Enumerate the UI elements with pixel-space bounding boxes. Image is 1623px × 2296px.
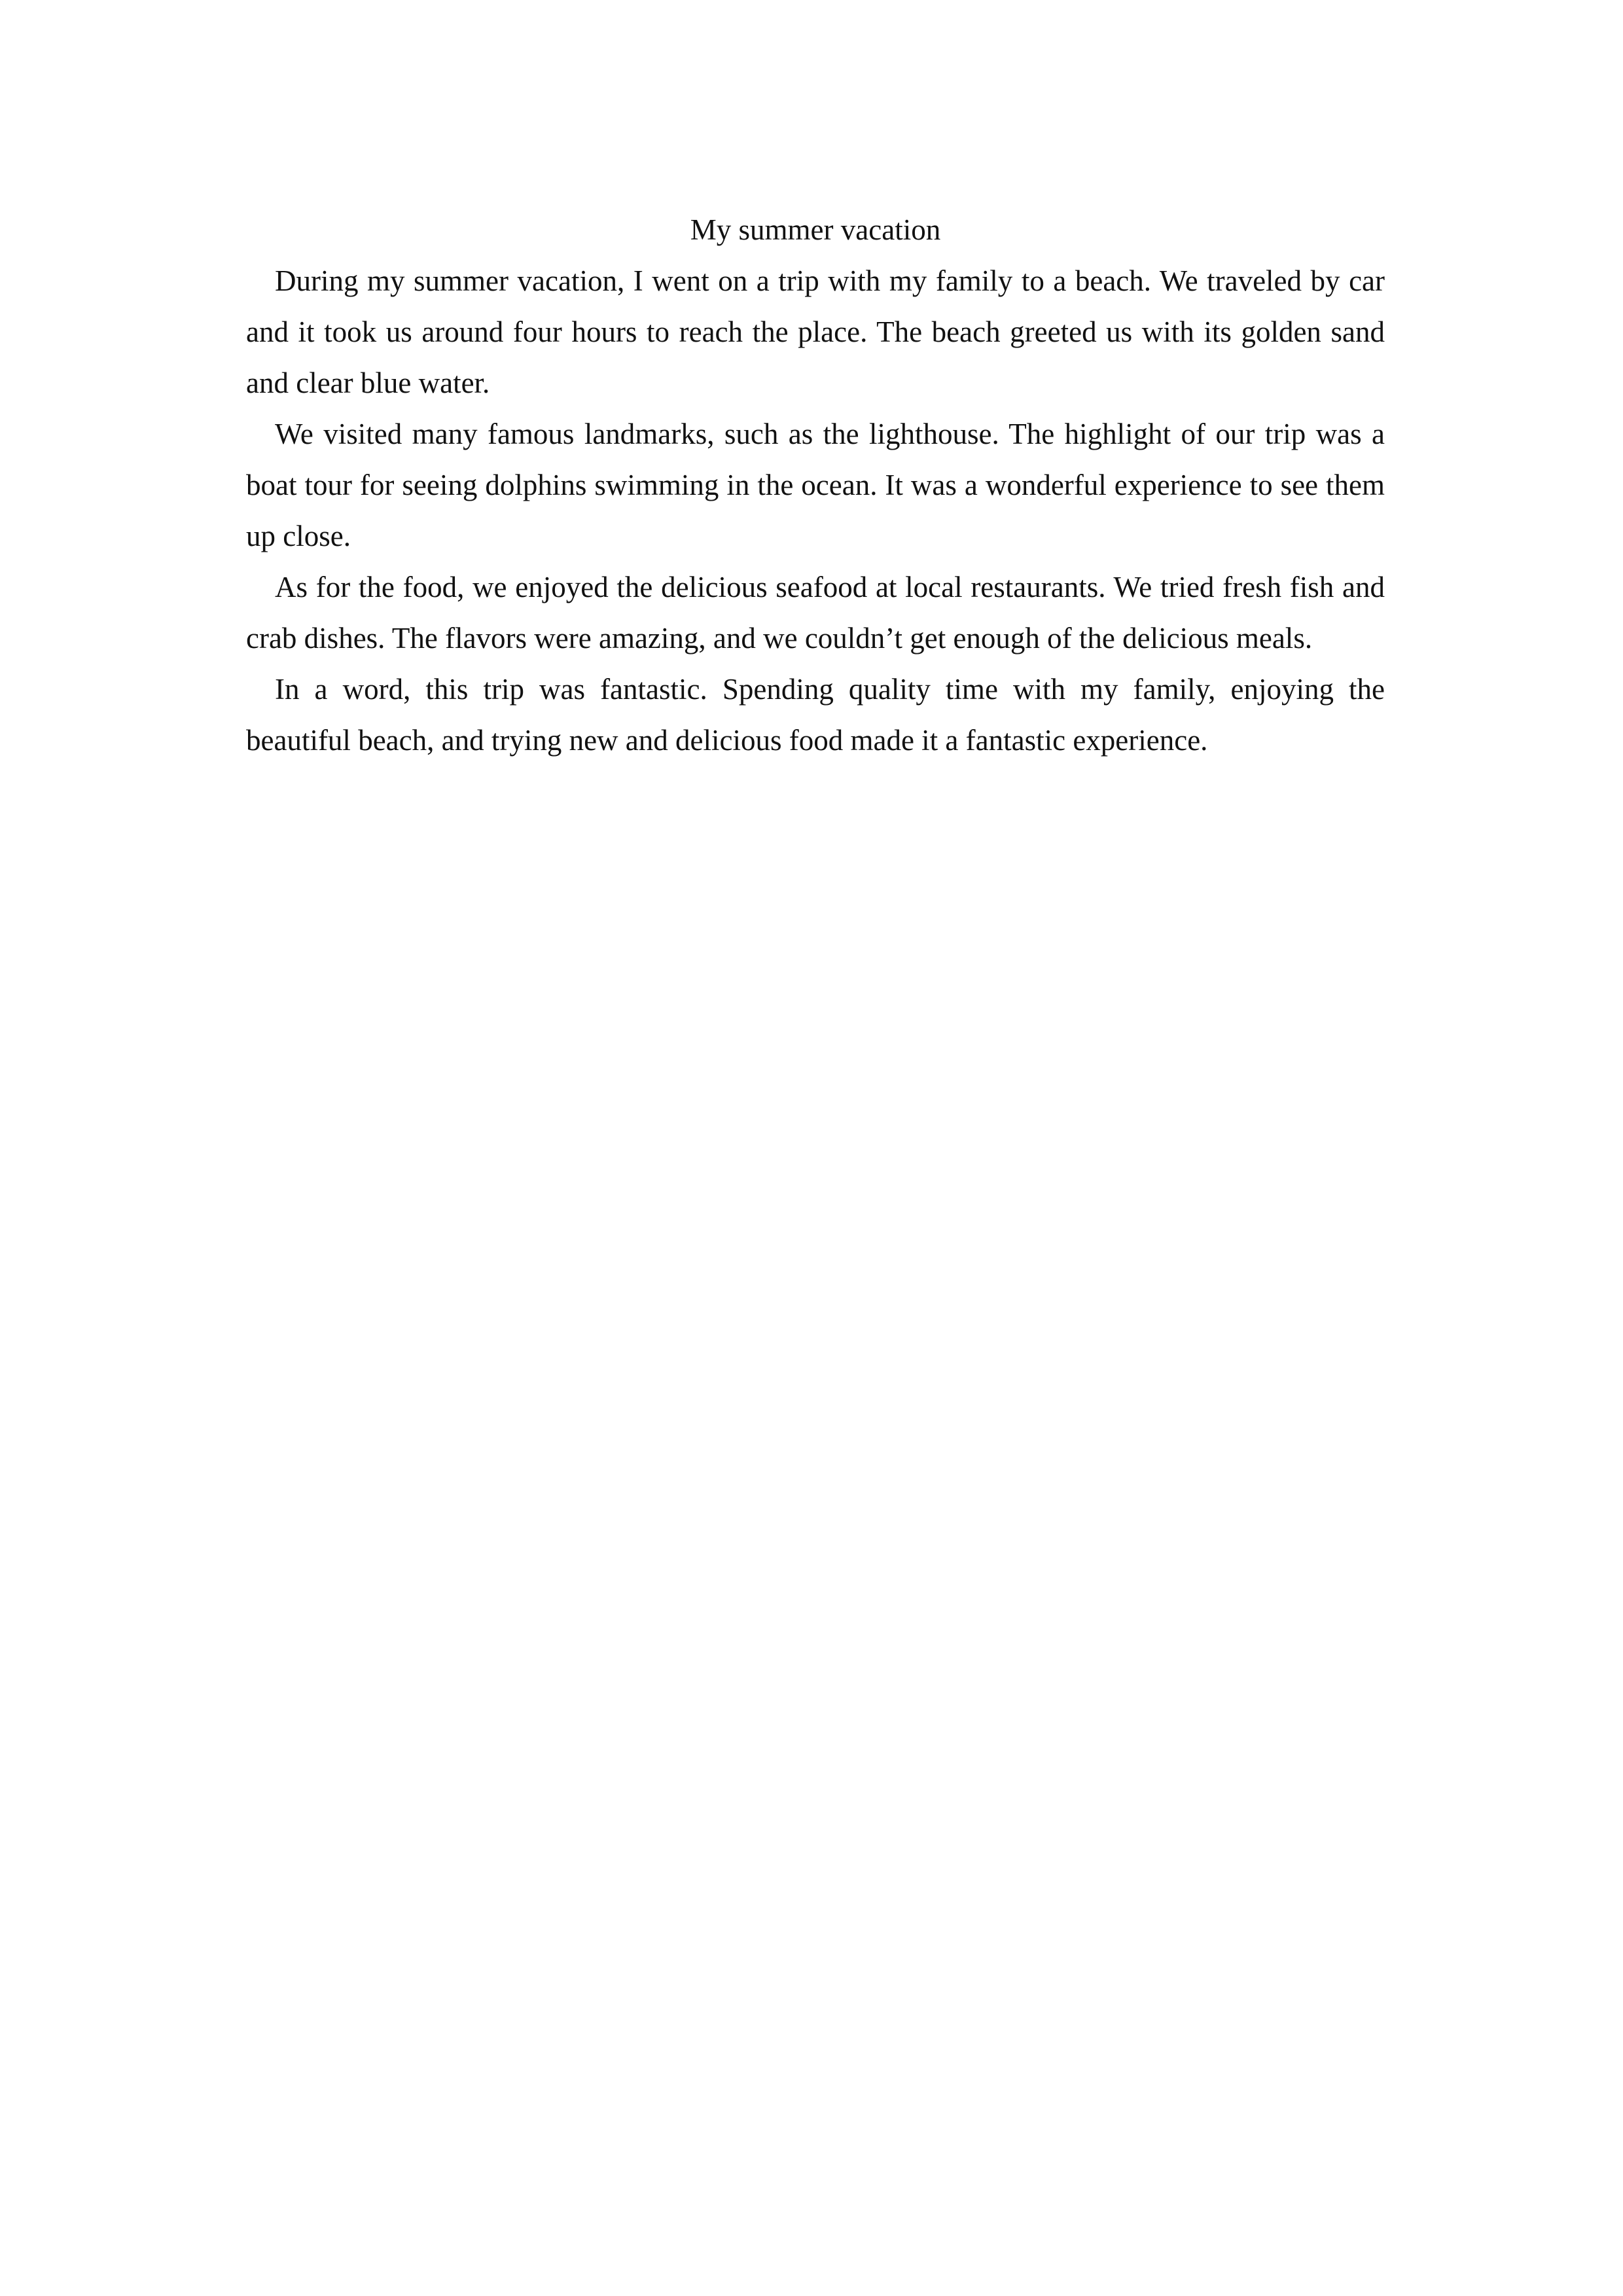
paragraph-1: During my summer vacation, I went on a trip with my family to a beach. We traveled by car and it took us around four hours to reach the place. The beach greeted us with its golden sand and clear blue water.: [246, 264, 1385, 399]
document-body: [246, 204, 1385, 766]
paragraph-4: In a word, this trip was fantastic. Spending quality time with my family, enjoying the beautiful beach, and trying new and delicious food made it a fantastic experience.: [246, 673, 1385, 757]
paragraph-3: As for the food, we enjoyed the delicious seafood at local restaurants. We tried fresh fish and crab dishes. The flavors were amazing, and we couldn’t get enough of the delicious meals.: [246, 571, 1385, 655]
document-title: My summer vacation: [690, 213, 941, 246]
paragraph-2: We visited many famous landmarks, such as the lighthouse. The highlight of our trip was a boat tour for seeing dolphins swimming in the ocean. It was a wonderful experience to see them up close.: [246, 418, 1385, 552]
